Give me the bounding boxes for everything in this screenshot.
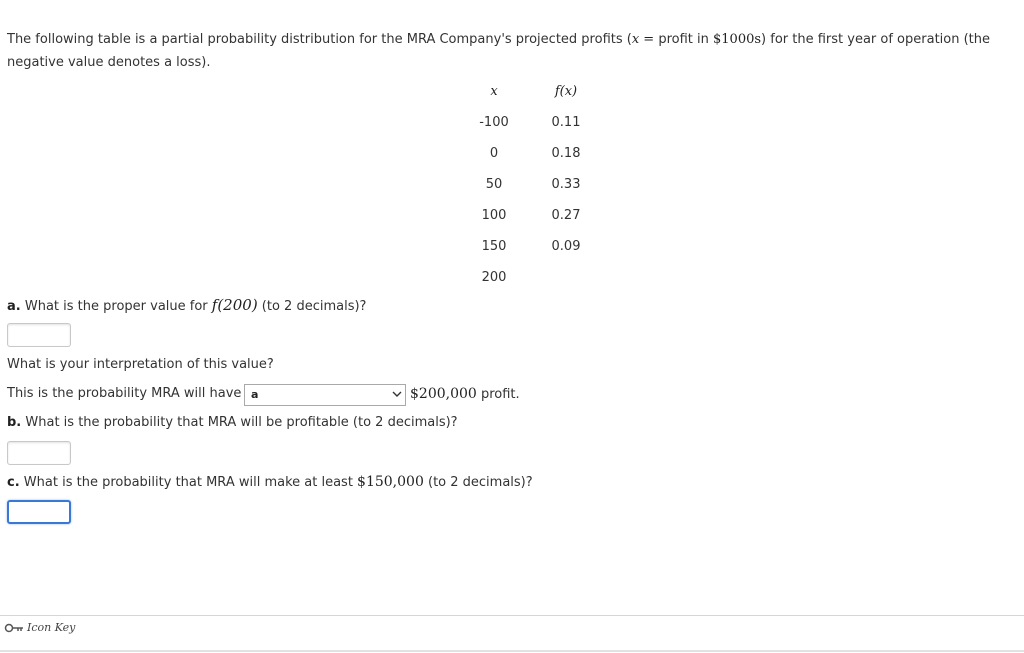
interpretation-select[interactable]: [244, 384, 406, 406]
question-b-text: What is the probability that MRA will be profitable (to 2 decimals)?: [25, 415, 458, 430]
table-cell-x: -100: [479, 115, 509, 130]
question-a-label: a.: [7, 299, 21, 314]
table-cell-x: 50: [485, 177, 503, 192]
table-cell-x: 150: [481, 239, 507, 254]
question-c: [7, 473, 533, 492]
table-cell-f: 0.18: [551, 146, 581, 161]
question-b-label: b.: [7, 415, 22, 430]
question-c-suffix: (to 2 decimals)?: [423, 475, 533, 490]
intro-text-2: profit in: [658, 32, 714, 47]
table-cell-f: 0.11: [551, 115, 581, 130]
icon-key-label: Icon Key: [27, 621, 76, 634]
intro-text-3: ) for the first year of operation (the negative value denotes a loss).: [7, 32, 991, 70]
table-cell-x: 0: [489, 146, 499, 161]
question-c-money: $150,000: [357, 474, 424, 490]
table-cell-f: 0.33: [551, 177, 581, 192]
interpretation-question: What is your interpretation of this value?: [7, 357, 274, 372]
interpretation-money: $200,000: [410, 386, 477, 402]
intro-equals: =: [639, 32, 659, 47]
intro-text-1: The following table is a partial probability distribution for the MRA Company's projected profits (: [7, 32, 632, 47]
table-header-x: x: [490, 84, 498, 99]
table-cell-f: 0.27: [551, 208, 581, 223]
icon-key-link[interactable]: [4, 621, 75, 634]
interpretation-suffix: profit.: [476, 387, 520, 402]
key-icon: [4, 622, 24, 634]
interpretation-select-value: a: [251, 388, 259, 401]
question-a-suffix: (to 2 decimals)?: [257, 299, 367, 314]
intro-money: $1000s: [713, 32, 762, 47]
interpretation-prefix: This is the probability MRA will have: [7, 386, 242, 401]
footer-divider: [0, 615, 1024, 616]
question-b: [7, 414, 458, 432]
chevron-down-icon: [391, 388, 403, 400]
interpretation-tail: [410, 385, 520, 404]
question-c-text: What is the probability that MRA will make at least: [23, 475, 358, 490]
intro-x-var: x: [631, 32, 640, 47]
question-a-text: What is the proper value for: [24, 299, 212, 314]
answer-b-input[interactable]: [7, 441, 71, 465]
answer-a-input[interactable]: [7, 323, 71, 347]
table-cell-f: 0.09: [551, 239, 581, 254]
table-cell-x: 100: [481, 208, 507, 223]
question-c-label: c.: [7, 475, 20, 490]
table-header-fx: f(x): [554, 84, 578, 99]
problem-intro: [7, 28, 1012, 74]
answer-c-input[interactable]: [7, 500, 71, 524]
table-cell-x: 200: [481, 270, 507, 285]
bottom-border: [0, 650, 1024, 652]
question-a-math: f(200): [211, 296, 258, 314]
question-a: [7, 296, 366, 316]
